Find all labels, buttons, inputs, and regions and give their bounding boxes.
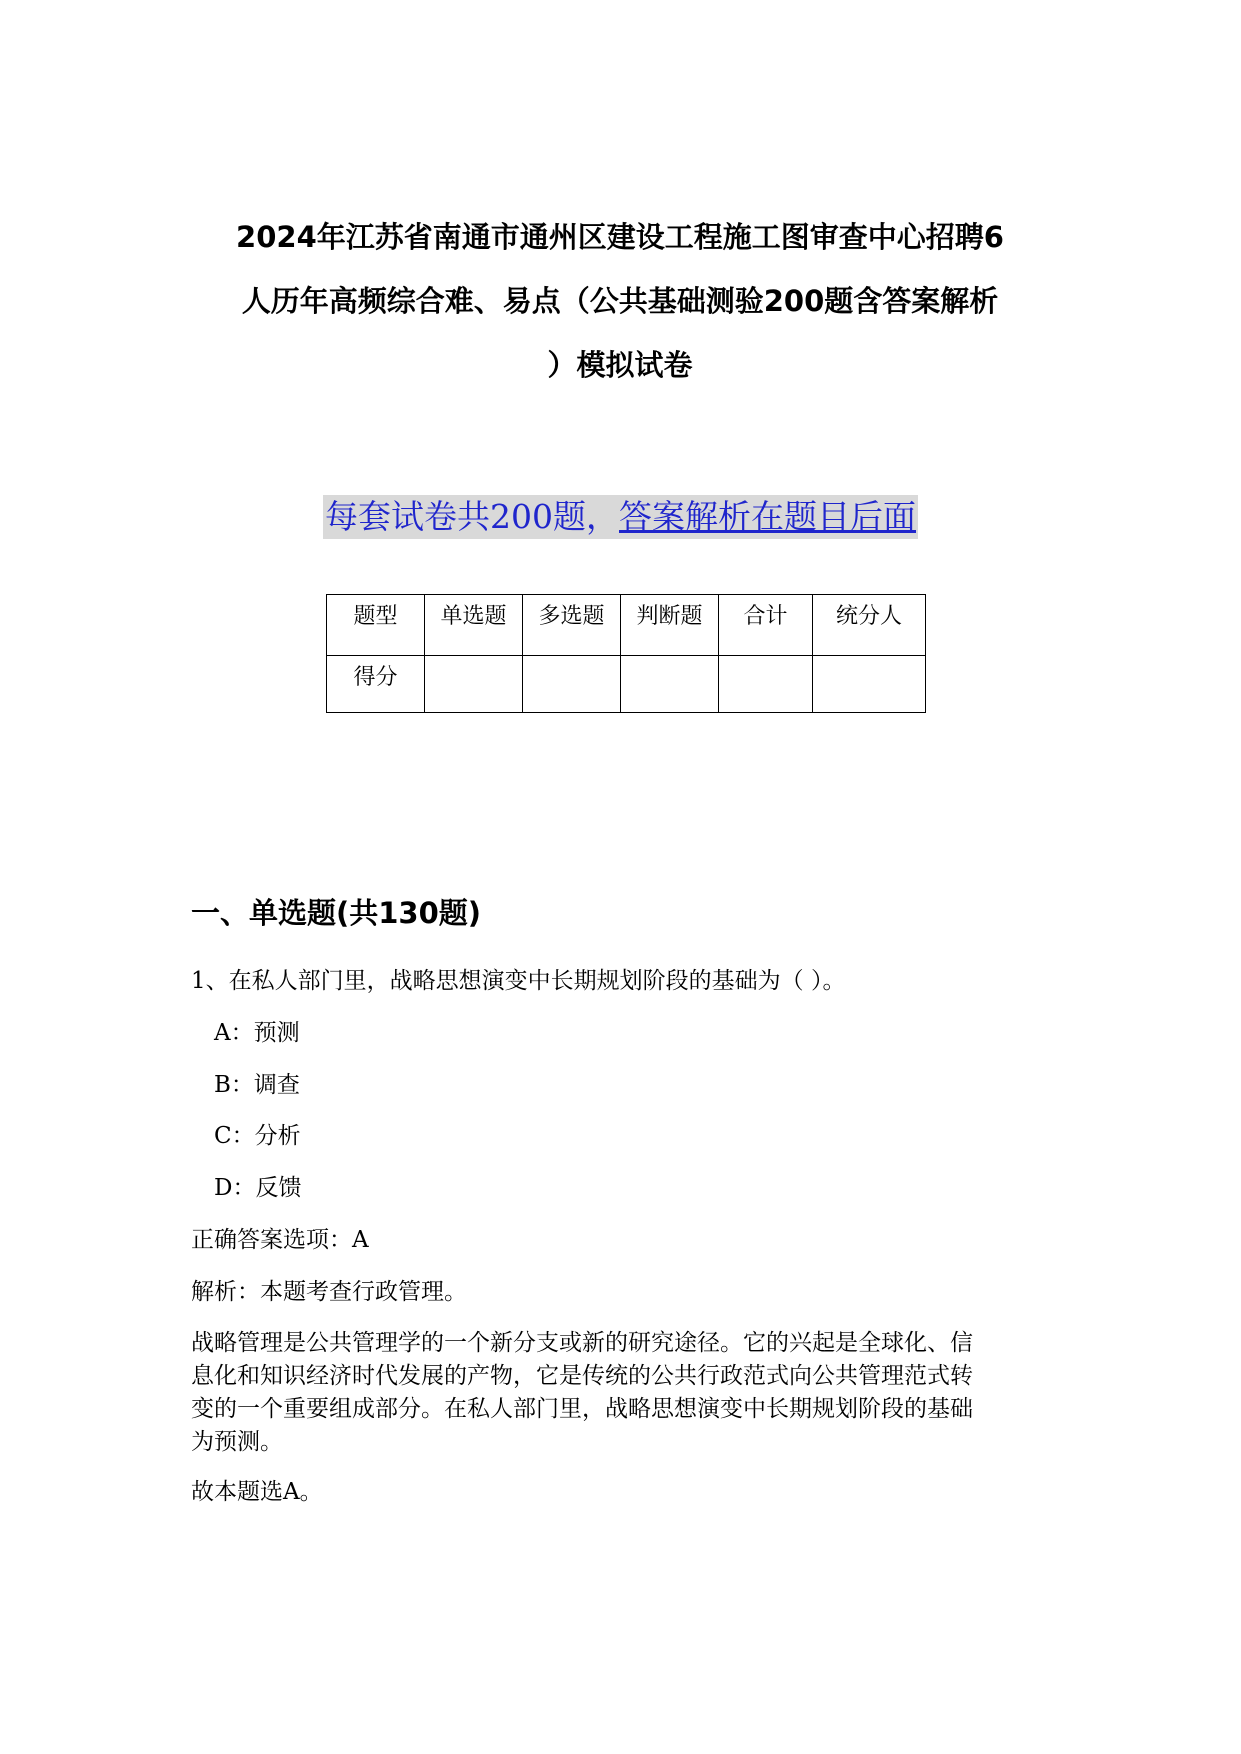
subtitle-banner xyxy=(0,495,1241,539)
score-cell xyxy=(813,656,926,713)
score-table xyxy=(326,594,926,713)
score-cell xyxy=(621,656,719,713)
conclusion: 故本题选A。 xyxy=(191,1479,323,1505)
analysis-line: 为预测。 xyxy=(191,1429,283,1455)
section-heading: 一、单选题(共130题) xyxy=(191,896,482,930)
subtitle xyxy=(323,495,918,539)
score-table-header-row xyxy=(327,595,926,656)
analysis-paragraph xyxy=(191,1327,1053,1459)
option-d[interactable]: D：反馈 xyxy=(214,1174,302,1201)
analysis-line: 息化和知识经济时代发展的产物，它是传统的公共行政范式向公共管理范式转 xyxy=(191,1363,973,1389)
option-c[interactable]: C：分析 xyxy=(214,1123,301,1149)
subtitle-text: 每套试卷共200题， xyxy=(325,497,619,536)
row-label-score: 得分 xyxy=(327,656,425,713)
analysis-line: 变的一个重要组成部分。在私人部门里，战略思想演变中长期规划阶段的基础 xyxy=(191,1396,973,1422)
header-cell-true-false: 判断题 xyxy=(621,595,719,656)
correct-answer: 正确答案选项：A xyxy=(191,1227,369,1253)
score-table-score-row xyxy=(327,656,926,713)
option-b[interactable]: B：调查 xyxy=(214,1071,300,1098)
header-cell-single-choice: 单选题 xyxy=(425,595,523,656)
score-cell xyxy=(523,656,621,713)
option-list xyxy=(214,1016,301,1222)
title-line: ）模拟试卷 xyxy=(547,348,693,382)
analysis-line: 战略管理是公共管理学的一个新分支或新的研究途径。它的兴起是全球化、信 xyxy=(191,1330,973,1356)
header-cell-scorer: 统分人 xyxy=(813,595,926,656)
option-a[interactable]: A：预测 xyxy=(214,1020,300,1046)
header-cell-total: 合计 xyxy=(719,595,813,656)
question-text: 1、在私人部门里，战略思想演变中长期规划阶段的基础为（ ）。 xyxy=(191,968,846,994)
header-cell-type: 题型 xyxy=(327,595,425,656)
header-cell-multiple-choice: 多选题 xyxy=(523,595,621,656)
title-line: 2024年江苏省南通市通州区建设工程施工图审查中心招聘6 xyxy=(236,220,1004,254)
title-line: 人历年高频综合难、易点（公共基础测验200题含答案解析 xyxy=(241,284,999,318)
score-cell xyxy=(425,656,523,713)
answer-location-link[interactable]: 答案解析在题目后面 xyxy=(619,497,916,536)
score-cell xyxy=(719,656,813,713)
document-title xyxy=(180,205,1060,397)
analysis-label: 解析：本题考查行政管理。 xyxy=(191,1279,467,1305)
